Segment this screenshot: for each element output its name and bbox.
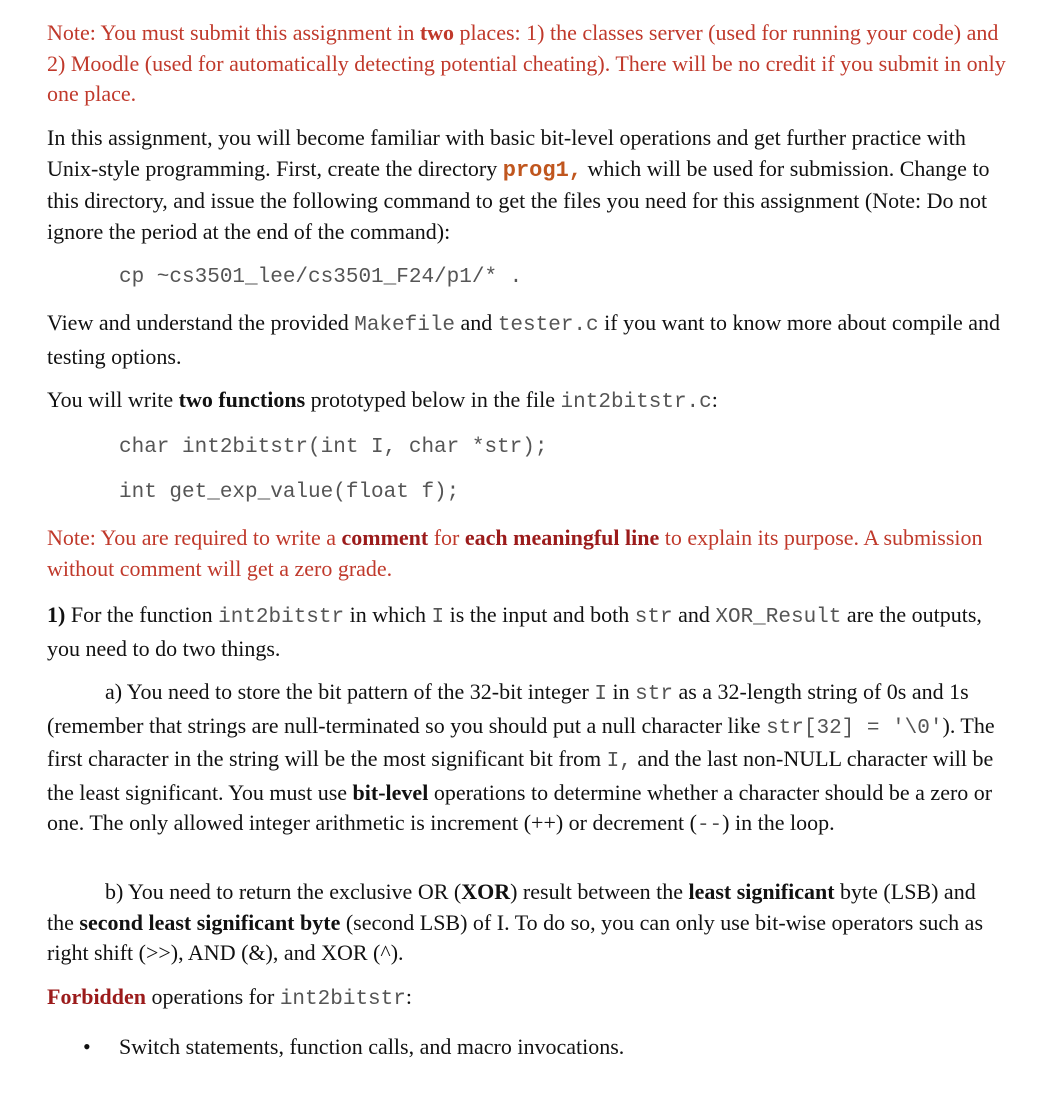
part-b-paragraph: b) You need to return the exclusive OR (XOR) result between the least significant byte (LSB) and the second least significant byte (second LSB) of I. To do so, you can only use bit-wise operators such as right shift (>>), AND (&), and XOR (^). bbox=[47, 879, 984, 965]
prototype-get-exp-value: int get_exp_value(float f); bbox=[119, 481, 460, 504]
directory-name: prog1, bbox=[502, 157, 582, 183]
submission-note: Note: You must submit this assignment in two places: 1) the classes server (used for running your code) and 2) Moodle (used for automatically detecting potential cheating). There will be no credit if you submit in only one place. bbox=[47, 20, 1006, 106]
tester-file-name: tester.c bbox=[497, 314, 599, 337]
bullet-icon: • bbox=[83, 1034, 91, 1059]
prototype-int2bitstr-line bbox=[47, 430, 1007, 464]
comment-requirement-note: Note: You are required to write a comment for each meaningful line to explain its purpose. A submission without comment will get a zero grade. bbox=[47, 525, 983, 581]
prototype-get-exp-value-line bbox=[47, 475, 1007, 509]
part-a-paragraph: a) You need to store the bit pattern of the 32-bit integer I in str as a 32-length string of 0s and 1s (remember that strings are null-terminated so you should put a null character like str[32] = '\0'). The first character in the string will be the most significant bit from I, and the last non-NULL character will be the least significant. You must use bit-level operations to determine whether a character should be a zero or one. The only allowed integer arithmetic is increment (++) or decrement (--) in the loop. bbox=[47, 679, 995, 837]
source-file-name: int2bitstr.c bbox=[560, 391, 712, 414]
copy-command: cp ~cs3501_lee/cs3501_F24/p1/* . bbox=[119, 266, 523, 289]
intro-paragraph: In this assignment, you will become familiar with basic bit-level operations and get further practice with Unix-style programming. First, create the directory prog1, which will be used for submission. Change to this directory, and issue the following command to get the files you need for this assignment (Note: Do not ignore the period at the end of the command): bbox=[47, 125, 990, 244]
functions-paragraph: You will write two functions prototyped below in the file int2bitstr.c: bbox=[47, 387, 718, 414]
item-1-paragraph: 1) For the function int2bitstr in which I is the input and both str and XOR_Result are the outputs, you need to do two things. bbox=[47, 602, 982, 661]
makefile-name: Makefile bbox=[354, 314, 456, 337]
view-files-paragraph: View and understand the provided Makefile and tester.c if you want to know more about compile and testing options. bbox=[47, 310, 1001, 369]
forbidden-heading: Forbidden operations for int2bitstr: bbox=[47, 984, 412, 1011]
prototype-int2bitstr: char int2bitstr(int I, char *str); bbox=[119, 436, 548, 459]
copy-command-line bbox=[47, 260, 1007, 294]
forbidden-item-text: Switch statements, function calls, and macro invocations. bbox=[119, 1034, 625, 1059]
